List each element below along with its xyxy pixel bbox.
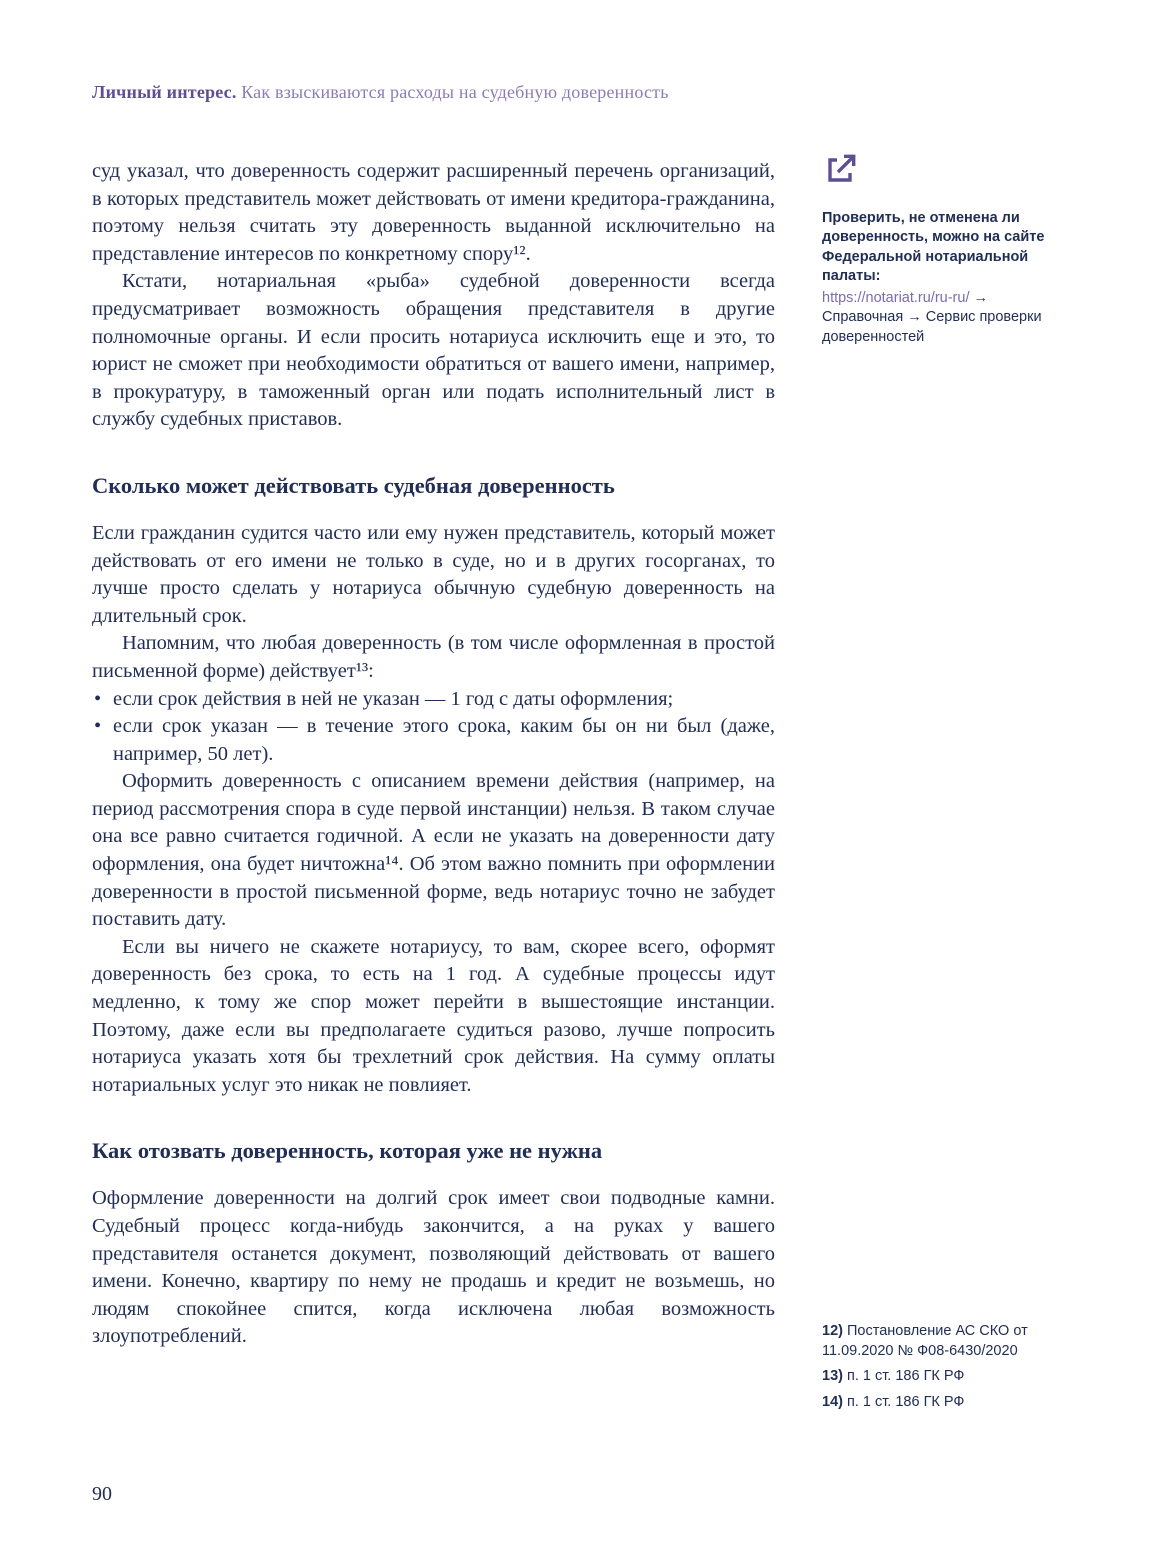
- list-item: [92, 686, 775, 714]
- arrow-glyph: →: [973, 289, 989, 306]
- footnote: [822, 1393, 1068, 1413]
- footnote-number: 12): [822, 1323, 843, 1339]
- paragraph: суд указал, что доверенность содержит расширенный перечень организаций, в которых представитель может действовать от имени кредитора-гражданина, поэтому нельзя считать эту доверенность выданной исключительно на представление интересов по конкретному спору¹².: [92, 160, 775, 265]
- bullet-icon: •: [94, 715, 102, 738]
- footnote-number: 13): [822, 1368, 843, 1384]
- footnote-number: 14): [822, 1393, 843, 1410]
- list-item-text: если срок действия в ней не указан — 1 год с даты оформления;: [113, 687, 674, 710]
- section-heading-revoke: Как отозвать доверенность, которая уже не нужна: [92, 1138, 603, 1164]
- paragraph: Кстати, нотариальная «рыба» судебной доверенности всегда предусматривает возможность обращения представителя в другие полномочные органы. И если просить нотариуса исключить еще и это, то юрист не сможет при необходимости обратиться от вашего имени, например, в прокуратуру, в таможенный орган или подать исполнительный лист в службу судебных приставов.: [92, 270, 775, 431]
- paragraph: Оформить доверенность с описанием времени действия (например, на период рассмотрения спора в суде первой инстанции) нельзя. В таком случае она все равно считается годичной. А если не указать на доверенности дату оформления, она будет ничтожна¹⁴. Об этом важно помнить при оформлении доверенности в простой письменной форме, ведь нотариус точно не забудет поставить дату.: [92, 770, 775, 931]
- page-number: 90: [92, 1483, 112, 1505]
- footnote-text: п. 1 ст. 186 ГК РФ: [847, 1393, 965, 1410]
- header-kicker: Личный интерес.: [92, 82, 237, 102]
- paragraph: Если гражданин судится часто или ему нужен представитель, который может действовать от его имени не только в суде, но и в других госорганах, то лучше просто сделать у нотариуса обычную судебную доверенность на длительный срок.: [92, 521, 775, 627]
- header-title: Как взыскиваются расходы на судебную доверенность: [241, 82, 669, 102]
- footnote-text: п. 1 ст. 186 ГК РФ: [847, 1368, 965, 1384]
- bullet-icon: •: [94, 687, 102, 710]
- list-item: [92, 713, 775, 768]
- sidebar-note: [822, 152, 1068, 347]
- footnote: [822, 1322, 1068, 1361]
- sidebar-path-text: Справочная → Сервис проверки доверенностей: [822, 309, 1042, 345]
- paragraph: Напомним, что любая доверенность (в том числе оформленная в простой письменной форме) действует¹³:: [92, 632, 775, 682]
- sidebar-note-text: Проверить, не отменена ли доверенность, можно на сайте Федеральной нотариальной палаты:: [822, 209, 1045, 284]
- paragraph: Если вы ничего не скажете нотариусу, то вам, скорее всего, оформят доверенность без срока, то есть на 1 год. А судебные процессы идут медленно, к тому же спор может перейти в вышестоящие инстанции. Поэтому, даже если вы предполагаете судиться разово, лучше попросить нотариуса указать хотя бы трехлетний срок действия. На сумму оплаты нотариальных услуг это никак не повлияет.: [92, 935, 775, 1096]
- footnotes: [822, 1322, 1068, 1418]
- article-body: [92, 158, 775, 1351]
- footnote: [822, 1367, 1068, 1387]
- list-item-text: если срок указан — в течение этого срока, каким бы он ни был (даже, например, 50 лет).: [113, 715, 775, 765]
- notariat-link[interactable]: https://notariat.ru/ru-ru/: [822, 289, 970, 306]
- footnote-text: Постановление АС СКО от 11.09.2020 № Ф08-6430/2020: [822, 1323, 1028, 1359]
- paragraph: Оформление доверенности на долгий срок имеет свои подводные камни. Судебный процесс когда-нибудь закончится, а на руках у вашего представителя останется документ, позволяющий действовать от вашего имени. Конечно, квартиру по нему не продашь и кредит не возьмешь, но людям спокойнее спится, когда исключена любая возможность злоупотреблений.: [92, 1187, 775, 1348]
- running-header: [92, 82, 992, 103]
- bullet-list: [92, 686, 775, 769]
- section-heading-duration: Сколько может действовать судебная доверенность: [92, 472, 615, 498]
- external-link-icon: [822, 152, 1068, 195]
- sidebar-note-path: [822, 289, 1068, 348]
